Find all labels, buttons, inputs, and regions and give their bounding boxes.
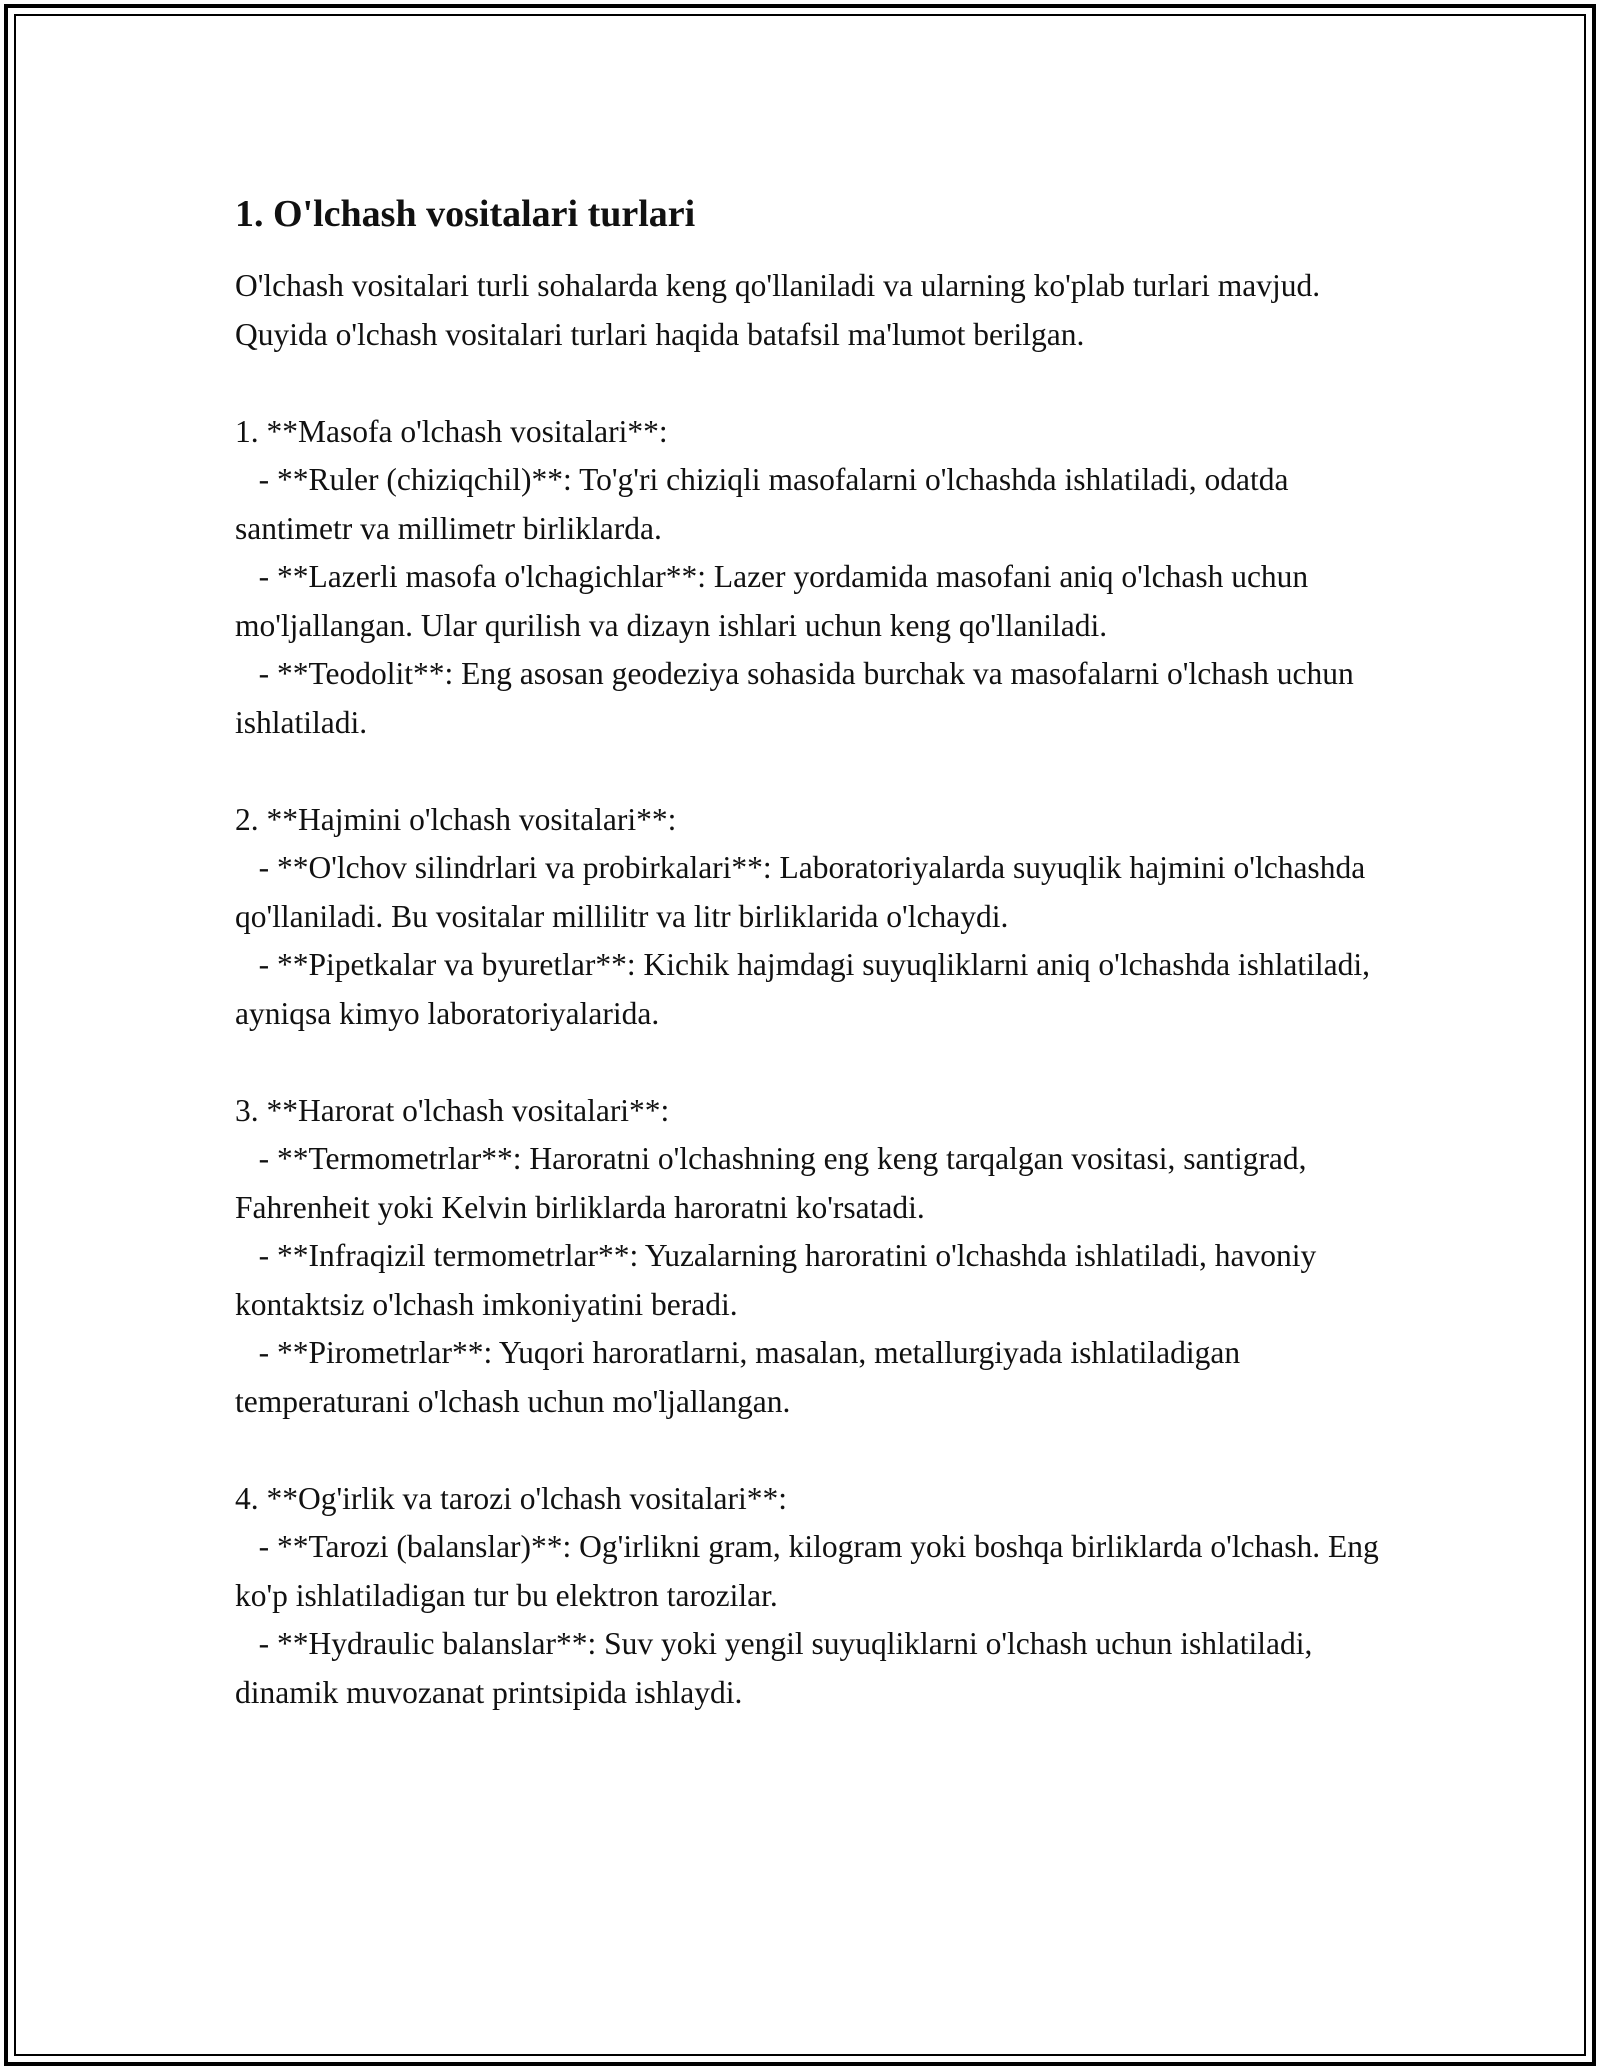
list-item: - **Termometrlar**: Haroratni o'lchashning eng keng tarqalgan vositasi, santigrad, Fahrenheit yoki Kelvin birliklarda haroratni ko'rsatadi.: [235, 1141, 1315, 1225]
list-item: - **O'lchov silindrlari va probirkalari**: Laboratoriyalarda suyuqlik hajmini o'lchashda qo'llaniladi. Bu vositalar millilitr va litr birliklarida o'lchaydi.: [235, 850, 1374, 934]
section-heading: 1. **Masofa o'lchash vositalari**:: [235, 413, 668, 449]
section-heading: 3. **Harorat o'lchash vositalari**:: [235, 1092, 670, 1128]
section-distance-tools: [235, 408, 1385, 748]
section-weight-tools: [235, 1475, 1385, 1718]
list-item: - **Infraqizil termometrlar**: Yuzalarning haroratini o'lchashda ishlatiladi, havoniy kontaktsiz o'lchash imkoniyatini beradi.: [235, 1238, 1325, 1322]
list-item: - **Hydraulic balanslar**: Suv yoki yengil suyuqliklarni o'lchash uchun ishlatiladi, dinamik muvozanat printsipida ishlaydi.: [235, 1626, 1321, 1710]
intro-paragraph: O'lchash vositalari turli sohalarda keng qo'llaniladi va ularning ko'plab turlari mavjud. Quyida o'lchash vositalari turlari haqida batafsil ma'lumot berilgan.: [235, 268, 1321, 352]
section-heading: 2. **Hajmini o'lchash vositalari**:: [235, 801, 677, 837]
list-item: - **Ruler (chiziqchil)**: To'g'ri chiziqli masofalarni o'lchashda ishlatiladi, odatda santimetr va millimetr birliklarda.: [235, 462, 1297, 546]
list-item: - **Tarozi (balanslar)**: Og'irlikni gram, kilogram yoki boshqa birliklarda o'lchash. Eng ko'p ishlatiladigan tur bu elektron tarozilar.: [235, 1529, 1387, 1613]
list-item: - **Lazerli masofa o'lchagichlar**: Lazer yordamida masofani aniq o'lchash uchun mo'ljallangan. Ular qurilish va dizayn ishlari uchun keng qo'llaniladi.: [235, 559, 1317, 643]
document-body: [235, 186, 1385, 1717]
list-item: - **Teodolit**: Eng asosan geodeziya sohasida burchak va masofalarni o'lchash uchun ishlatiladi.: [235, 656, 1362, 740]
section-temperature-tools: [235, 1087, 1385, 1427]
section-volume-tools: [235, 796, 1385, 1039]
section-heading: 4. **Og'irlik va tarozi o'lchash vositalari**:: [235, 1480, 787, 1516]
list-item: - **Pirometrlar**: Yuqori haroratlarni, masalan, metallurgiyada ishlatiladigan temperaturani o'lchash uchun mo'ljallangan.: [235, 1335, 1248, 1419]
document-title: 1. O'lchash vositalari turlari: [235, 193, 696, 235]
list-item: - **Pipetkalar va byuretlar**: Kichik hajmdagi suyuqliklarni aniq o'lchashda ishlatiladi, ayniqsa kimyo laboratoriyalarida.: [235, 947, 1378, 1031]
